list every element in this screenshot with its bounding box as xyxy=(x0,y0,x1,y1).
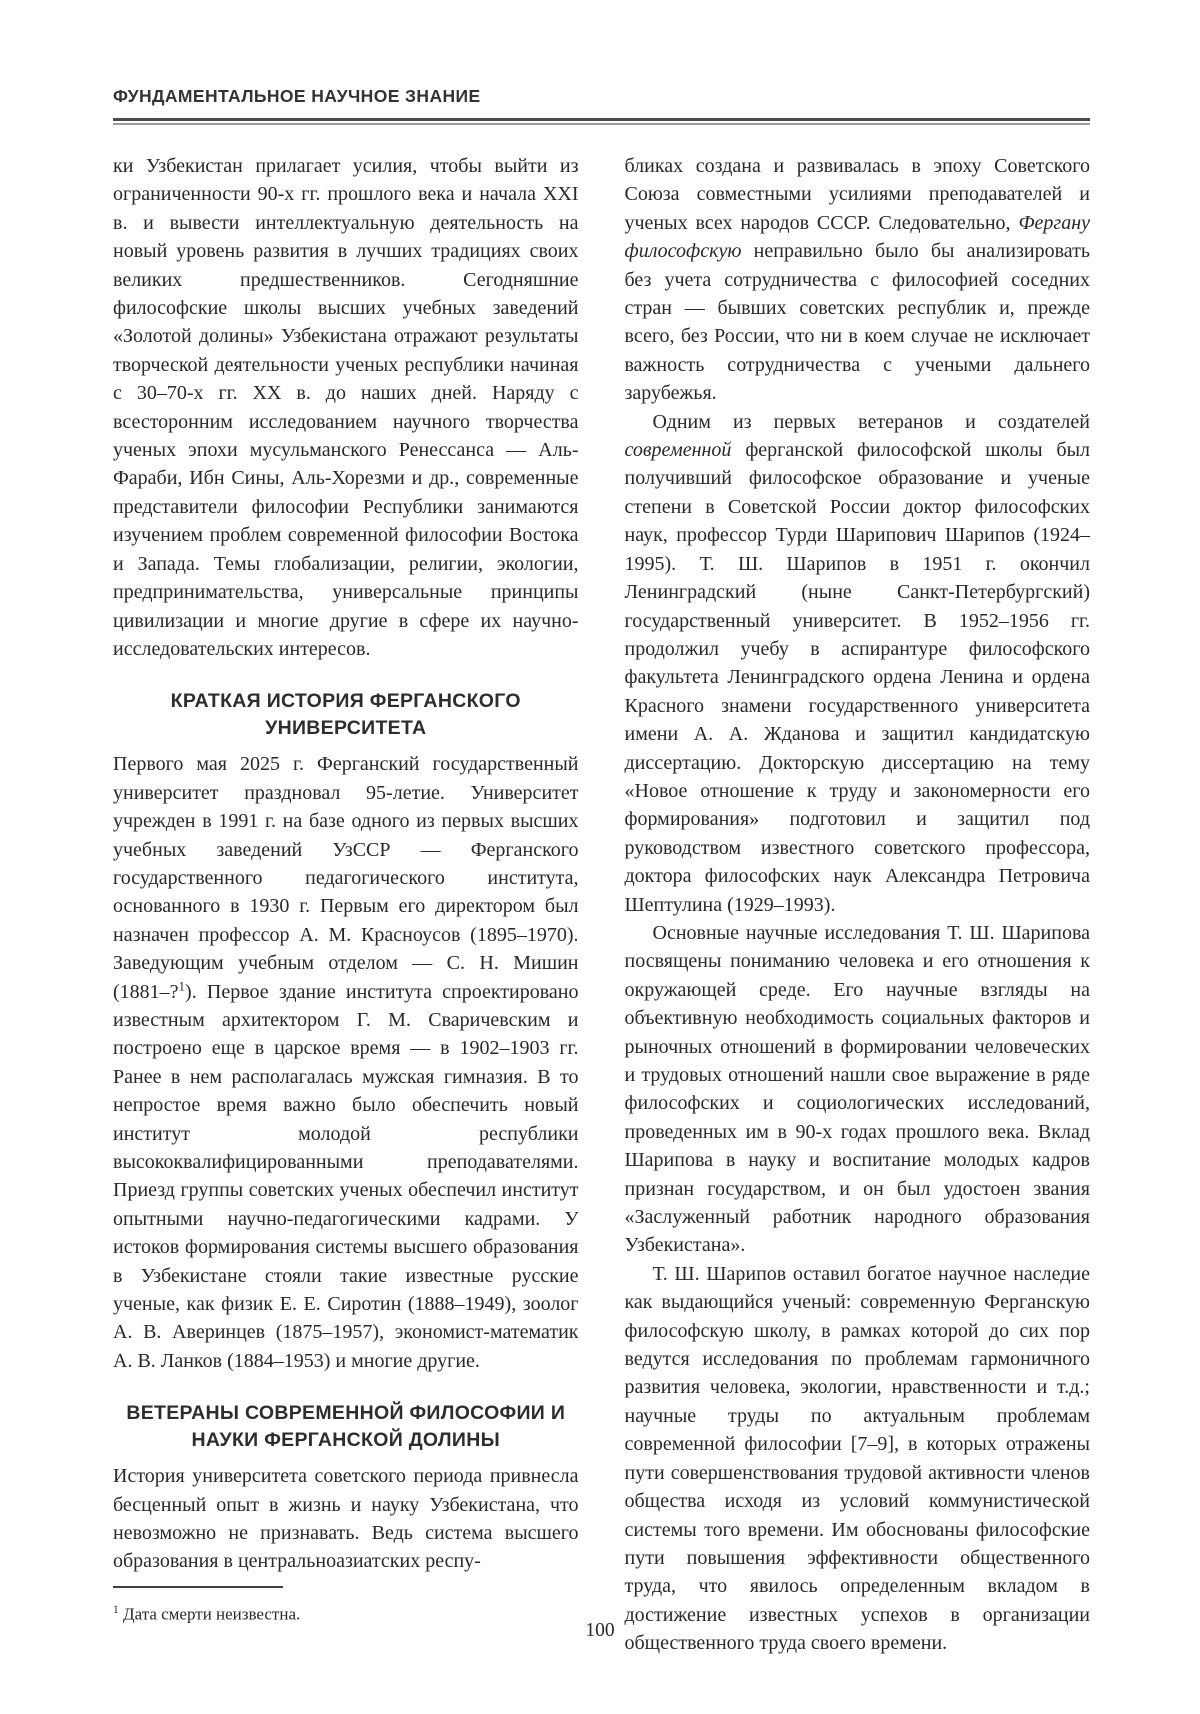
header-rule xyxy=(113,118,1090,125)
text-segment: Одним из первых ветеранов и создателей xyxy=(652,410,1090,433)
text-segment: Дата смерти неизвестна. xyxy=(123,1604,301,1624)
paragraph-sharipov-legacy: Т. Ш. Шарипов оставил богатое научное наследие как выдающийся ученый: современную Ферганскую философскую школу, в рамках которой до сих пор ведутся исследования по проблемам гармоничного развития человека, экологии, нравственности и т.д.; научные труды по актуальным проблемам современной философии [7–9], в которых отражены пути совершенствования трудовой активности членов общества исходя из условий коммунистической системы того времени. Им обоснованы философские пути повышения эффективности общественного труда, что явилось определенным вкладом в достижение известных успехов в организации общественного труда своего времени. xyxy=(624,1262,1090,1655)
paragraph-veterans-intro: История университета советского периода привнесла бесценный опыт в жизнь и науку Узбекистана, что невозможно не признавать. Ведь система высшего образования в центральноазиатских респу- xyxy=(113,1465,579,1573)
italic-term: Фергану философскую xyxy=(624,211,1090,263)
section-heading-veterans: ВЕТЕРАНЫ СОВРЕМЕННОЙ ФИЛОСОФИИ И НАУКИ ФЕРГАНСКОЙ ДОЛИНЫ xyxy=(126,1402,566,1451)
text-segment: бликах создана и развивалась в эпоху Советского Союза совместными усилиями преподавателей и ученых всех народов СССР. Следовательно, xyxy=(624,155,1090,234)
text-segment: ферганской философской школы был получивший философское образование и ученые степени в Советской России доктор философских наук, профессор Турди Шарипович Шарипов (1924–1995). Т. Ш. Шарипов в 1951 г. окончил Ленинградский (ныне Санкт-Петербургский) государственный университет. В 1952–1956 гг. продолжил учебу в аспирантуре философского факультета Ленинградского ордена Ленина и ордена Красного знамени государственного университета имени А. А. Жданова и защитил кандидатскую диссертацию. Докторскую диссертацию на тему «Новое отношение к труду и закономерности его формирования» подготовил и защитил под руководством известного советского профессора, доктора философских наук Александра Петровича Шептулина (1929–1993). xyxy=(624,439,1090,916)
footnote-marker: 1 xyxy=(113,1603,119,1616)
right-column xyxy=(624,152,1091,1655)
running-head-title: ФУНДАМЕНТАЛЬНОЕ НАУЧНОЕ ЗНАНИЕ xyxy=(113,86,481,106)
text-segment: ). Первое здание института спроектировано известным архитектором Г. М. Сваричевским и построено еще в царское время — в 1902–1903 гг. Ранее в нем располагалась мужская гимназия. В то непростое время важно было обеспечить новый институт молодой республики высококвалифицированными преподавателями. Приезд группы советских ученых обеспечил институт опытными научно-педагогическими кадрами. У истоков формирования системы высшего образования в Узбекистане стояли такие известные русские ученые, как физик Е. Е. Сиротин (1888–1949), зоолог А. В. Аверинцев (1875–1957), экономист-математик А. В. Ланков (1884–1953) и многие другие. xyxy=(113,980,579,1372)
section-heading-university-history: КРАТКАЯ ИСТОРИЯ ФЕРГАНСКОГО УНИВЕРСИТЕТА xyxy=(170,690,521,739)
paragraph-university-history xyxy=(113,750,579,1375)
paragraph-continuation xyxy=(625,152,1091,408)
text-segment: Первого мая 2025 г. Ферганский государственный университет праздновал 95-летие. Университет учрежден в 1991 г. на базе одного из первых высших учебных заведений УзССР — Ферганского государственного педагогического института, основанного в 1930 г. Первым его директором был назначен профессор А. М. Красноусов (1895–1970). Заведующим учебным отделом — С. Н. Мишин (1881–? xyxy=(113,753,579,1003)
running-head xyxy=(113,86,1090,125)
footnote-rule xyxy=(113,1586,283,1588)
page-number: 100 xyxy=(585,1620,615,1641)
left-column xyxy=(113,152,579,1624)
paragraph-sharipov-research: Основные научные исследования Т. Ш. Шарипова посвящены пониманию человека и его отношения к окружающей среде. Его научные взгляды на объективную необходимость социальных факторов и рыночных отношений в формировании человеческих и трудовых отношений нашли свое выражение в ряде философских и социологических исследований, проведенных им в 90-х годах прошлого века. Вклад Шарипова в науку и воспитание молодых кадров признан государством, и он был удостоен звания «Заслуженный работник народного образования Узбекистана». xyxy=(624,921,1090,1257)
text-segment: неправильно было бы анализировать без учета сотрудничества с философией соседних стран — бывших советских республик и, прежде всего, без России, что ни в коем случае не исключает важность сотрудничества с учеными дальнего зарубежья. xyxy=(624,240,1090,405)
paragraph-continuation: ки Узбекистан прилагает усилия, чтобы выйти из ограниченности 90-х гг. прошлого века и начала XXI в. и вывести интеллектуальную деятельность на новый уровень развития в лучших традициях своих великих предшественников. Сегодняшние философские школы высших учебных заведений «Золотой долины» Узбекистана отражают результаты творческой деятельности ученых республики начиная с 30–70-х гг. XX в. до наших дней. Наряду с всесторонним исследованием научного творчества ученых эпохи мусульманского Ренессанса — Аль-Фараби, Ибн Сины, Аль-Хорезми и др., современные представители философии Республики занимаются изучением проблем современной философии Востока и Запада. Темы глобализации, религии, экологии, предпринимательства, универсальные принципы цивилизации и многие другие в сфере их научно-исследовательских интересов. xyxy=(113,155,579,660)
footnote-ref: 1 xyxy=(178,977,186,993)
italic-term: современной xyxy=(624,439,732,462)
paragraph-sharipov-bio xyxy=(625,408,1091,919)
